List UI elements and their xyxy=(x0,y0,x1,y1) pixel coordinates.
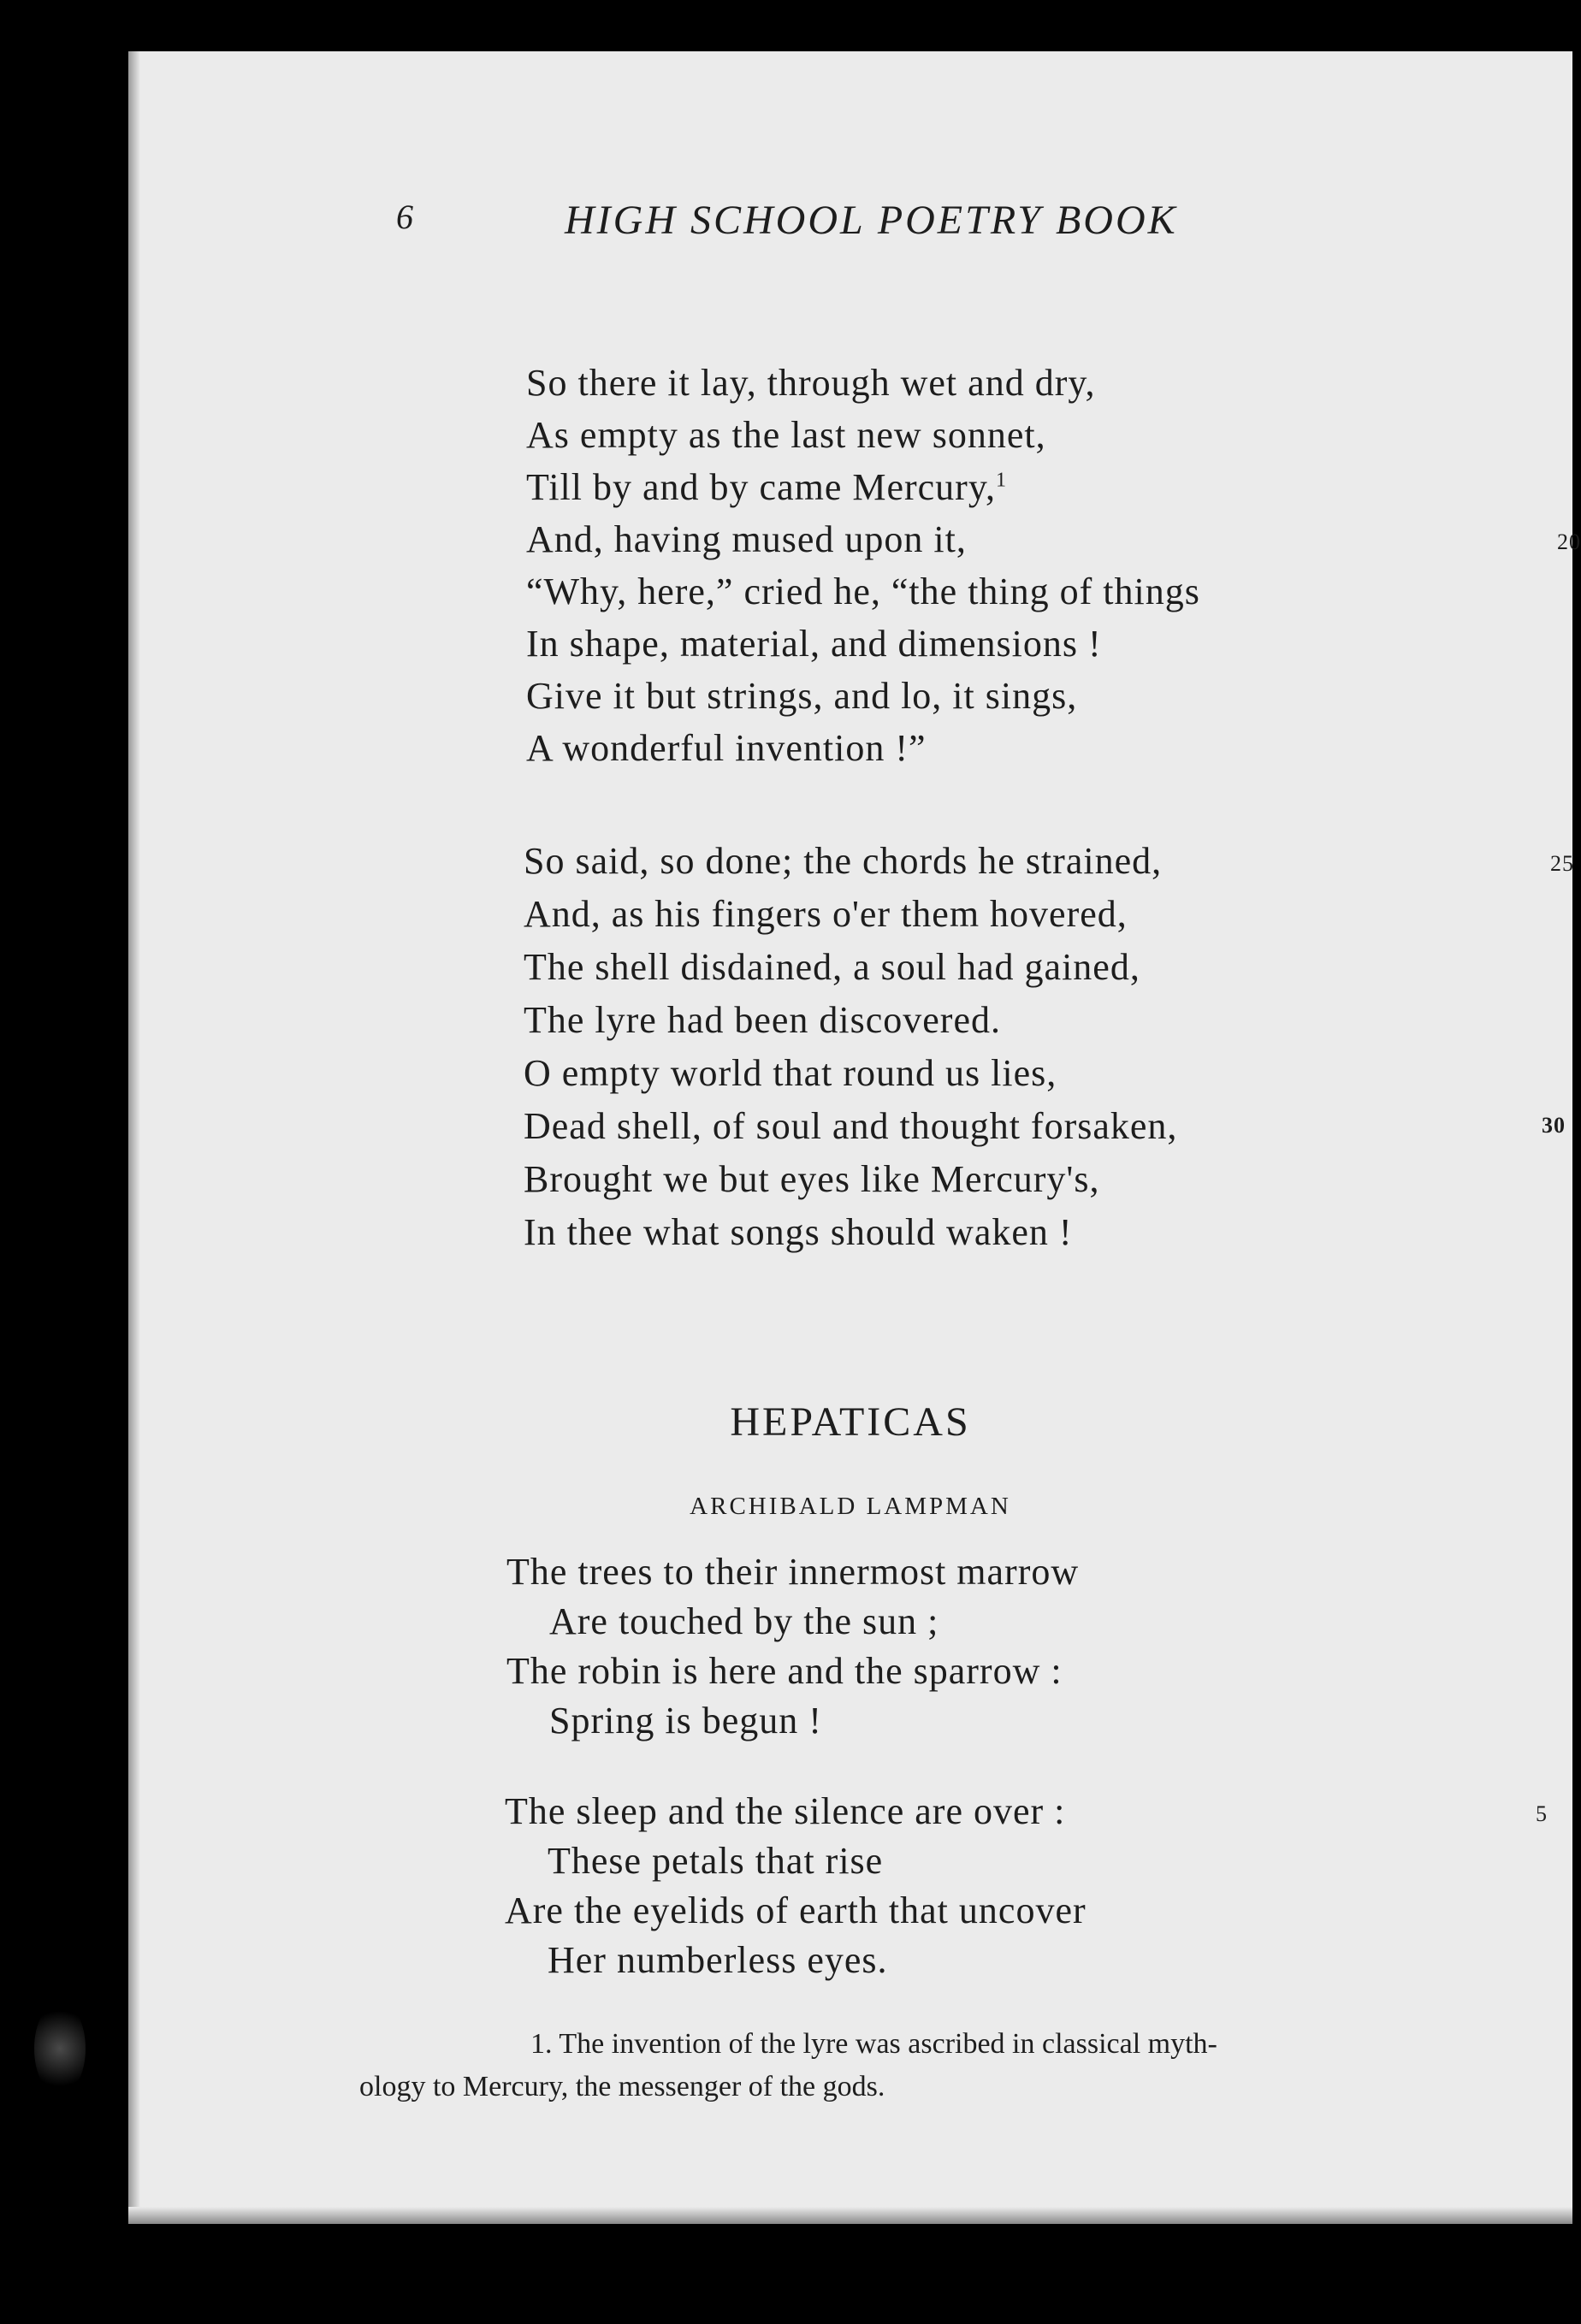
poem-author: ARCHIBALD LAMPMAN xyxy=(690,1493,1011,1520)
stanza xyxy=(524,839,1574,1263)
footnote-text: ology to Mercury, the messenger of the gods. xyxy=(359,2071,885,2102)
poem-line: The shell disdained, a soul had gained, xyxy=(524,946,1140,988)
poem-line: Till by and by came Mercury,$^1$ xyxy=(526,466,1007,508)
footnote-text: The invention of the lyre was ascribed in classical myth- xyxy=(559,2028,1217,2060)
poem-line: As empty as the last new sonnet, xyxy=(526,414,1046,456)
footnote xyxy=(359,2023,1557,2108)
stanza xyxy=(505,1789,1548,1988)
running-head: HIGH SCHOOL POETRY BOOK xyxy=(565,198,1178,243)
poem-line: The trees to their innermost marrow xyxy=(506,1551,1080,1593)
poem-line: And, having mused upon it, 20 xyxy=(526,518,1581,560)
poem-line: Dead shell, of soul and thought forsaken, 30 xyxy=(524,1105,1566,1147)
poem-line: So said, so done; the chords he strained, 25 xyxy=(524,840,1574,882)
page-number: 6 xyxy=(396,198,413,236)
poem-line: Brought we but eyes like Mercury's, xyxy=(524,1158,1100,1200)
line-number: 25 xyxy=(1550,851,1574,876)
poem-line: And, as his fingers o'er them hovered, xyxy=(524,893,1128,935)
poem-line: A wonderful invention !” xyxy=(526,727,927,769)
poem-line: In thee what songs should waken ! xyxy=(524,1211,1073,1253)
page-bottom-shadow xyxy=(128,2207,1572,2224)
poem-line: Her numberless eyes. xyxy=(548,1939,888,1981)
line-number: 20 xyxy=(1557,529,1581,554)
poem-line: Are touched by the sun ; xyxy=(549,1600,939,1642)
line-number: 30 xyxy=(1542,1113,1566,1138)
poem-line: Spring is begun ! xyxy=(549,1700,822,1742)
poem-line: The robin is here and the sparrow : xyxy=(506,1650,1063,1692)
line-number: 5 xyxy=(1536,1801,1548,1826)
poem-line: So there it lay, through wet and dry, xyxy=(526,362,1096,404)
stanza xyxy=(506,1550,1079,1748)
poem-line: The lyre had been discovered. xyxy=(524,999,1001,1041)
poem-line: Give it but strings, and lo, it sings, xyxy=(526,675,1078,717)
poem-line: In shape, material, and dimensions ! xyxy=(526,623,1102,665)
poem-line: Are the eyelids of earth that uncover xyxy=(505,1889,1087,1931)
footnote-number: 1. xyxy=(530,2028,553,2060)
page-spine-shadow xyxy=(128,51,140,2224)
poem-line: O empty world that round us lies, xyxy=(524,1052,1057,1094)
footnote-marker: 1 xyxy=(995,469,1007,492)
book-page xyxy=(128,51,1581,2224)
poem-title: HEPATICAS xyxy=(730,1399,971,1445)
stanza xyxy=(526,361,1581,778)
poem-line: “Why, here,” cried he, “the thing of things xyxy=(526,571,1200,612)
poem-line: These petals that rise xyxy=(548,1840,884,1882)
scan-artifact xyxy=(34,2002,86,2096)
poem-line: The sleep and the silence are over : 5 xyxy=(505,1790,1548,1832)
